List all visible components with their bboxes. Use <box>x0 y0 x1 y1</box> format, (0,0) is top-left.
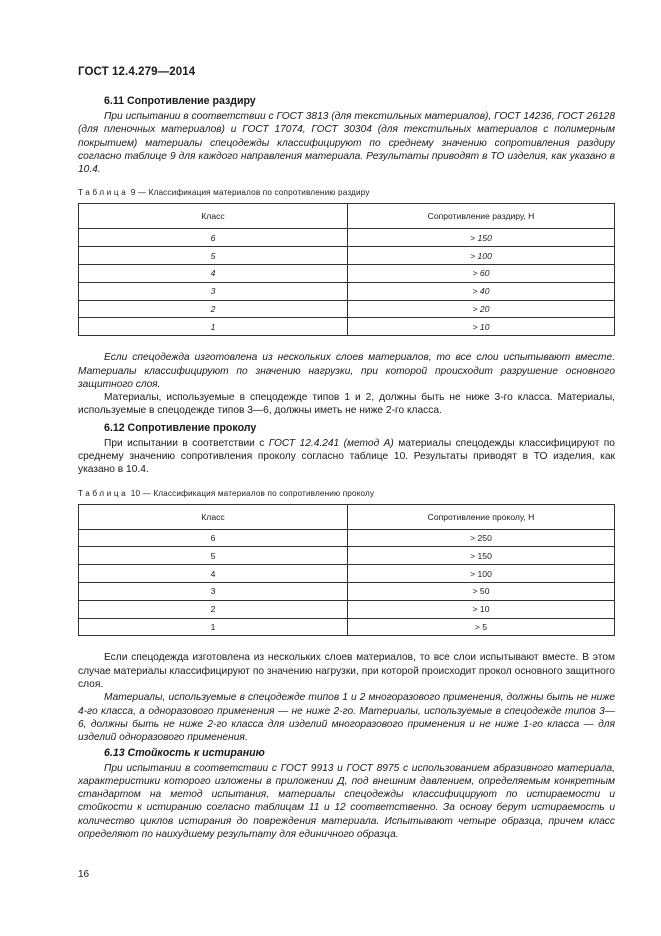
table-row <box>79 583 615 601</box>
table-cell-class: 4 <box>79 565 348 583</box>
table-10-caption-text: 10 — Классификация материалов по сопротивлению проколу <box>128 488 375 498</box>
table-cell-value: > 60 <box>348 265 615 283</box>
table-10-caption-label: Таблица <box>78 488 129 498</box>
table-10 <box>78 504 615 637</box>
table-cell-class: 2 <box>79 600 348 618</box>
table-cell-class: 6 <box>79 529 348 547</box>
table-cell-value: > 100 <box>348 565 615 583</box>
section-6-12-paragraph <box>78 437 615 477</box>
section-6-12-heading: 6.12 Сопротивление проколу <box>104 421 257 434</box>
table-row <box>79 529 615 547</box>
table-cell-class: 1 <box>79 618 348 636</box>
table-10-header-class: Класс <box>79 504 348 529</box>
table-cell-value: > 150 <box>348 547 615 565</box>
table-cell-class: 3 <box>79 583 348 601</box>
table-row <box>79 618 615 636</box>
table-9 <box>78 203 615 336</box>
table-cell-value: > 250 <box>348 529 615 547</box>
table-9-caption-text: 9 — Классификация материалов по сопротивлению раздиру <box>128 188 370 198</box>
table-row <box>79 318 615 336</box>
section-6-13-heading: 6.13 Стойкость к истиранию <box>104 746 265 759</box>
section-6-12-text-a: При испытании в соответствии с <box>104 437 269 449</box>
table-cell-class: 5 <box>79 547 348 565</box>
table-10-header-resistance: Сопротивление проколу, Н <box>348 504 615 529</box>
section-6-11-heading: 6.11 Сопротивление раздиру <box>104 95 256 107</box>
table-10-caption <box>78 489 615 498</box>
table-cell-value: > 50 <box>348 583 615 601</box>
after-table-9-paragraph-2: Материалы, используемые в спецодежде типов 1 и 2, должны быть не ниже 3-го класса. Материалы, используемые в спецодежде типов 3—6, должны иметь не ниже 2-го класса. <box>78 392 615 417</box>
table-row <box>79 229 615 247</box>
table-cell-value: > 20 <box>348 300 615 318</box>
table-cell-class: 1 <box>79 318 348 336</box>
page-content <box>78 95 615 841</box>
table-cell-class: 6 <box>79 229 348 247</box>
table-row <box>79 247 615 265</box>
section-6-11-paragraph: При испытании в соответствии с ГОСТ 3813 (для текстильных материалов), ГОСТ 14236, ГОСТ 26128 (для пленочных материалов) и ГОСТ 17074, ГОСТ 30304 (для текстильных материалов с полимерным покрытием) материалы спецодежды классифицируют по среднему значению сопротивления раздиру согласно таблице 9 для каждого направления материала. Результаты приводят в ТО изделия, как указано в 10.4. <box>78 111 615 176</box>
table-9-header-class: Класс <box>79 204 348 229</box>
table-9-header-row <box>79 204 615 229</box>
page-number: 16 <box>78 869 90 880</box>
table-cell-value: > 150 <box>348 229 615 247</box>
section-6-13-paragraph: При испытании в соответствии с ГОСТ 9913 и ГОСТ 8975 с использованием абразивного материала, характеристики которого изложены в приложении Д, под внешним давлением, определяемым конкретным стандартом на метод испытания, материалы спецодежды классифицируют по истираемости и стойкости к истиранию согласно таблицам 11 и 12 соответственно. За основу берут истираемость и количество циклов истирания до повреждения материала. Испытывают четыре образца, причем класс определяют по наихудшему результату для единичного образца. <box>78 762 615 840</box>
table-cell-value: > 40 <box>348 282 615 300</box>
table-10-header-row <box>79 504 615 529</box>
table-cell-class: 3 <box>79 282 348 300</box>
table-row <box>79 600 615 618</box>
table-cell-value: > 100 <box>348 247 615 265</box>
table-cell-value: > 10 <box>348 600 615 618</box>
table-9-caption <box>78 188 615 197</box>
section-6-12-reference: ГОСТ 12.4.241 (метод А) <box>268 437 394 449</box>
table-cell-value: > 10 <box>348 318 615 336</box>
table-row <box>79 282 615 300</box>
table-cell-value: > 5 <box>348 618 615 636</box>
table-cell-class: 2 <box>79 300 348 318</box>
after-table-9-paragraph-1: Если спецодежда изготовлена из нескольких слоев материалов, то все слои испытывают вместе. Материалы классифицируют по значению нагрузки, при которой происходит разрушение основного защитного слоя. <box>78 352 615 390</box>
table-9-header-resistance: Сопротивление раздиру, Н <box>348 204 615 229</box>
document-header: ГОСТ 12.4.279—2014 <box>78 66 196 78</box>
table-row <box>79 300 615 318</box>
after-table-10-paragraph-2: Материалы, используемые в спецодежде типов 1 и 2 многоразового применения, должны быть не ниже 4-го класса, а одноразового применения — не ниже 2-го. Материалы, используемые в спецодежде типов 3—6, должны быть не ниже 2-го класса для изделий многоразового применения и не ниже 1-го класса — для изделий одноразового применения. <box>78 692 615 744</box>
table-cell-class: 5 <box>79 247 348 265</box>
table-row <box>79 547 615 565</box>
table-cell-class: 4 <box>79 265 348 283</box>
after-table-10-paragraph-1: Если спецодежда изготовлена из нескольких слоев материалов, то все слои испытывают вместе. В этом случае материалы классифицируют по значению нагрузки, при которой происходит прокол основного защитного слоя. <box>78 652 615 691</box>
table-9-caption-label: Таблица <box>78 188 129 198</box>
section-6-12-text-c: материалы спецодежды классифицируют по среднему значению сопротивления проколу согласно таблице 10. Результаты приводят в ТО изделия, как указано в 10.4. <box>78 437 615 476</box>
table-row <box>79 565 615 583</box>
table-row <box>79 265 615 283</box>
